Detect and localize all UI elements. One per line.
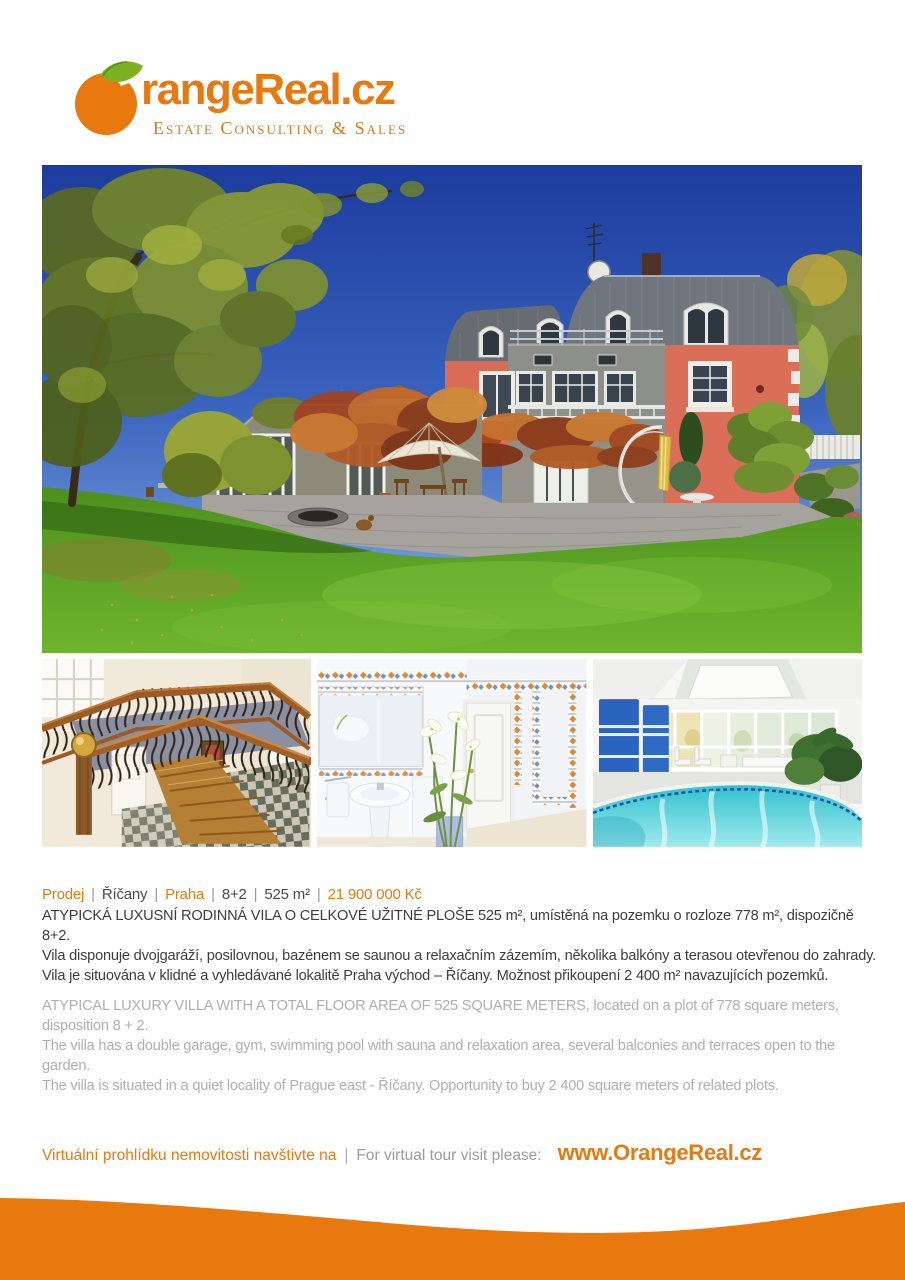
meta-region: Praha — [165, 886, 205, 903]
website-link[interactable]: www.OrangeReal.cz — [557, 1140, 762, 1165]
staircase-illustration — [42, 659, 311, 847]
thumbnail-row — [42, 659, 862, 847]
indoor-pool-illustration — [593, 659, 862, 847]
main-photo-villa — [42, 165, 862, 653]
meta-separator: | — [91, 886, 95, 903]
thumb-pool — [593, 659, 862, 847]
footer-wave — [0, 1188, 905, 1280]
description-cs-line2: Vila disponuje dvojgaráží, posilovnou, bazénem se saunou a relaxačním zázemím, několika balkóny a terasou otevřenou do zahrady. — [42, 948, 876, 964]
description-en-line1: ATYPICAL LUXURY VILLA WITH A TOTAL FLOOR AREA OF 525 SQUARE METERS, located on a plot of 778 square meters, disposition 8 + 2. — [42, 998, 839, 1034]
meta-deal-type: Prodej — [42, 886, 85, 903]
description-english — [42, 996, 877, 1096]
orange-fruit-icon — [73, 52, 145, 138]
description-cs-line3: Vila je situována v klidné a vyhledávané lokalitě Praha východ – Říčany. Možnost přikoupení 2 400 m² navazujících pozemků. — [42, 968, 829, 984]
cta-text-english: For virtual tour visit please: — [356, 1147, 542, 1164]
meta-separator: | — [211, 886, 215, 903]
description-en-line3: The villa is situated in a quiet locality of Prague east - Říčany. Opportunity to buy 2 400 square meters of related plots. — [42, 1078, 779, 1094]
brand-header — [73, 52, 407, 139]
meta-price: 21 900 000 Kč — [327, 886, 422, 903]
meta-separator: | — [253, 886, 258, 903]
description-czech — [42, 886, 877, 986]
meta-separator: | — [316, 886, 321, 903]
thumb-bathroom — [317, 659, 586, 847]
cta-separator: | — [344, 1147, 349, 1164]
meta-separator: | — [154, 886, 159, 903]
bathroom-illustration — [317, 659, 586, 847]
brand-text — [141, 52, 407, 139]
brand-tagline: Estate Consulting & Sales — [153, 118, 408, 138]
cta-text-czech: Virtuální prohlídku nemovitosti navštivte na — [42, 1147, 337, 1164]
virtual-tour-cta — [42, 1140, 877, 1166]
thumb-staircase — [42, 659, 311, 847]
meta-area: 525 m² — [264, 886, 310, 903]
villa-garden-illustration — [42, 165, 862, 653]
description-en-line2: The villa has a double garage, gym, swimming pool with sauna and relaxation area, several balconies and terraces open to the garden. — [42, 1038, 835, 1074]
meta-locality: Říčany — [101, 886, 148, 903]
listing-meta — [42, 886, 877, 903]
description-cs-line1: ATYPICKÁ LUXUSNÍ RODINNÁ VILA O CELKOVÉ UŽITNÉ PLOŠE 525 m², umístěná na pozemku o rozloze 778 m², dispozičně 8+2. — [42, 908, 854, 944]
brand-logo-text: rangeReal.cz — [141, 65, 395, 114]
meta-disposition: 8+2 — [221, 886, 247, 903]
